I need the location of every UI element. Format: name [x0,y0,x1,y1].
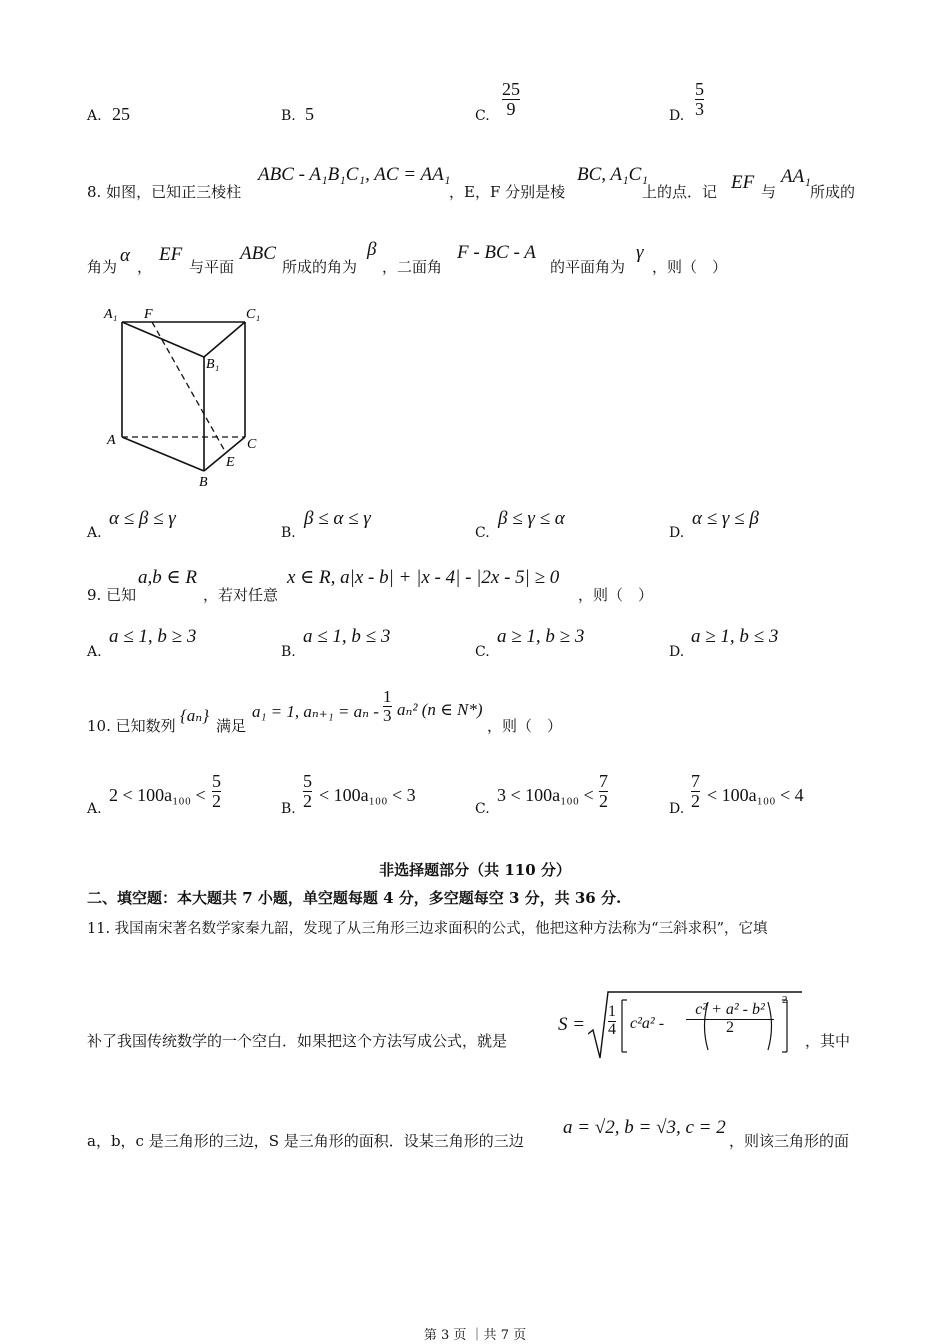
label-C1: C₁ [246,307,261,322]
q10-b-den: 2 [303,790,312,811]
q8-EF-2: EF [159,244,183,265]
label-B: B [199,475,208,490]
q8-beta: β [367,239,377,260]
q8-on-points: 上的点．记 [642,183,718,201]
q11-formula-S: S = [558,1014,586,1035]
q8-option-a-expr: α ≤ β ≤ γ [109,508,176,529]
q9-option-d-label: D. [669,644,685,660]
label-E: E [226,455,235,470]
q9-option-a-expr: a ≤ 1, b ≥ 3 [109,626,197,647]
q8-angle-text: 所成的 [810,183,856,201]
q8-EF: EF [731,172,755,193]
q7-c-denominator: 9 [506,98,516,119]
q8-AA1: AA₁ [781,166,811,187]
q7-option-b-value: 5 [305,104,314,124]
q7-option-b-label: B. [281,108,296,124]
q7-c-numerator: 25 [502,79,520,99]
q8-plane-text: 与平面 [189,258,235,276]
q9-option-b-label: B. [281,644,296,660]
q8-option-d-expr: α ≤ γ ≤ β [692,508,759,529]
q7-option-a-label: A. [87,108,102,124]
q9-cond: a,b ∈ R [138,567,197,588]
q10-fraction [383,688,392,725]
q11-inner-num: c² + a² - b² [695,1001,765,1018]
q11-exponent: 2 [782,994,788,1006]
edge-ab [122,437,204,471]
q11-c2a2: c²a² - [630,1015,665,1032]
q10-satisfy: 满足 [216,717,247,735]
q9-prefix: 9. 已知 [87,586,137,604]
edge-bc [204,437,245,471]
q8-option-d-label: D. [669,525,685,541]
q10-option-d-fraction [691,772,700,811]
edge-a1b1 [122,322,204,357]
q8-plane-angle: 的平面角为 [550,258,626,276]
q10-option-a-left: 2 < 100a₁₀₀ < [109,785,206,805]
q8-option-c-label: C. [475,525,490,541]
label-A: A [107,433,116,448]
q7-option-c-label: C. [475,108,490,124]
q11-inner-fraction [686,1002,774,1037]
q9-tail: ，则（ ） [578,586,654,604]
q8-gamma: γ [636,242,644,263]
q8-line2-a: 角为 [87,258,118,276]
q10-option-a-fraction [212,772,221,811]
label-C: C [247,437,257,452]
q8-sep: ， [449,183,465,201]
q10-d-num: 7 [691,771,700,791]
q7-option-d-fraction [695,80,704,119]
q9-option-b-expr: a ≤ 1, b ≤ 3 [303,626,391,647]
q10-c-num: 7 [599,771,608,791]
q10-tail: ，则（ ） [487,717,563,735]
q10-seq: {aₙ} [180,706,209,725]
q10-expr-right: aₙ² (n ∈ N*) [397,700,483,719]
q10-a-den: 2 [212,790,221,811]
q10-prefix: 10. 已知数列 [87,717,176,735]
q10-option-c-left: 3 < 100a₁₀₀ < [497,785,594,805]
q9-option-d-expr: a ≥ 1, b ≤ 3 [691,626,779,647]
q8-option-a-label: A. [87,525,102,541]
q11-line3: a，b，c 是三角形的三边，S 是三角形的面积．设某三角形的三边 [87,1132,524,1150]
q7-option-c-fraction [502,80,520,119]
q10-option-c-label: C. [475,801,490,817]
q10-b-num: 5 [303,771,312,791]
q8-angle2: 所成的角为 [282,258,358,276]
q10-option-c-fraction [599,772,608,811]
q11-line3-tail: ，则该三角形的面 [729,1132,850,1150]
q9-option-c-expr: a ≥ 1, b ≥ 3 [497,626,585,647]
q10-option-d-right: < 100a₁₀₀ < 4 [707,785,804,805]
q10-expr-left: a₁ = 1, aₙ₊₁ = aₙ - [252,702,379,721]
section-title: 非选择题部分（共 110 分） [379,861,571,879]
q11-quarter-num: 1 [608,1003,616,1020]
q8-dihedral: ，二面角 [382,258,443,276]
q10-option-a-label: A. [87,801,102,817]
q10-d-den: 2 [691,790,700,811]
q11-line1: 11. 我国南宋著名数学家秦九韶，发现了从三角形三边求面积的公式，他把这种方法称为“三斜求积”，它填 [87,921,768,937]
label-A1: A₁ [104,307,118,322]
q10-frac-num: 1 [383,687,392,706]
q7-d-numerator: 5 [695,79,704,99]
section-heading: 二、填空题：本大题共 7 小题，单空题每题 4 分，多空题每空 3 分，共 36 分. [87,889,622,907]
q8-prism-expr: ABC - A₁B₁C₁, AC = AA₁ [258,164,451,185]
q9-option-c-label: C. [475,644,490,660]
edge-b1c1 [204,322,245,357]
q8-tail: ，则（ ） [652,258,728,276]
label-B1: B₁ [206,357,220,372]
q8-prefix: 8. 如图，已知正三棱柱 [87,183,242,201]
q8-edges-expr: BC, A₁C₁ [577,164,648,185]
q10-option-b-fraction [303,772,312,811]
q10-c-den: 2 [599,790,608,811]
q11-inner-den: 2 [726,1018,734,1036]
q10-frac-den: 3 [383,705,392,725]
q8-option-c-expr: β ≤ γ ≤ α [498,508,565,529]
q10-option-b-right: < 100a₁₀₀ < 3 [319,785,416,805]
q9-expr: x ∈ R, a|x - b| + |x - 4| - |2x - 5| ≥ 0 [287,567,560,588]
q11-line3-expr: a = √2, b = √3, c = 2 [563,1117,726,1138]
q9-option-a-label: A. [87,644,102,660]
q10-a-num: 5 [212,771,221,791]
q11-line2: 补了我国传统数学的一个空白．如果把这个方法写成公式，就是 [87,1032,508,1050]
label-F: F [144,307,153,322]
segment-ef [152,322,226,453]
q8-dihedral-expr: F - BC - A [457,242,536,263]
q8-alpha: α [120,245,130,266]
q8-ef-text: E，F 分别是棱 [464,183,566,201]
q8-prism-figure [100,300,270,495]
q8-ABC: ABC [240,243,276,264]
q8-with: 与 [761,183,777,201]
page-footer: 第 3 页 ｜共 7 页 [423,1328,527,1343]
q10-option-b-label: B. [281,801,296,817]
q10-option-d-label: D. [669,801,685,817]
q11-quarter [608,1004,616,1039]
q7-option-d-label: D. [669,108,685,124]
q11-quarter-den: 4 [608,1020,616,1038]
q8-option-b-label: B. [281,525,296,541]
q7-d-denominator: 3 [695,98,704,119]
q8-option-b-expr: β ≤ α ≤ γ [304,508,371,529]
q11-line2-tail: ，其中 [805,1032,851,1050]
q7-option-a-value: 25 [112,104,130,124]
q9-mid: ，若对任意 [203,586,279,604]
q8-comma: ， [137,258,153,276]
